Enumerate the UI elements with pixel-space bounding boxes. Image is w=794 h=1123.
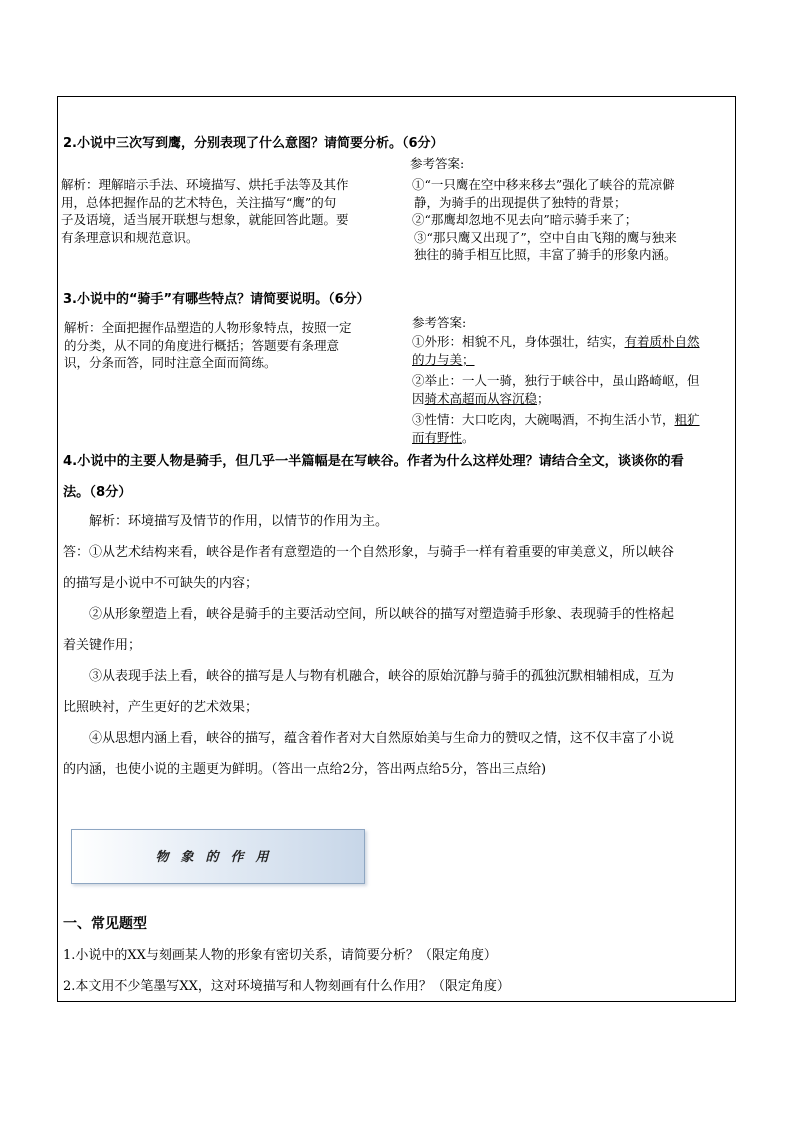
section-banner-title: 物象的作用 bbox=[155, 850, 281, 865]
q2-answer-line: ②“那鹰却忽地不见去向”暗示骑手来了； bbox=[412, 212, 638, 227]
q3-reference-label: 参考答案: bbox=[412, 315, 467, 330]
q3-answer-underlined: 有着质朴自然 bbox=[624, 334, 700, 349]
q3-answer-line bbox=[412, 390, 700, 408]
q4-answer-line: 的内涵，也使小说的主题更为鲜明。（答出一点给2分，答出两点给5分，答出三点给) bbox=[63, 762, 547, 777]
q2-answer-line: 独往的骑手相互比照，丰富了骑手的形象内涵。 bbox=[414, 247, 677, 262]
question-type-item: 2.本文用不少笔墨写XX，这对环境描写和人物刻画有什么作用？（限定角度） bbox=[63, 979, 510, 994]
q4-answer-line: ②从形象塑造上看，峡谷是骑手的主要活动空间，所以峡谷的描写对塑造骑手形象、表现骑手的性格起 bbox=[89, 607, 675, 622]
question-2: 2.小说中三次写到鹰，分别表现了什么意图？请简要分析。（6分） bbox=[63, 136, 444, 151]
q3-answer-underlined: 而有野性 bbox=[412, 429, 463, 445]
q3-answer-text: ③性情：大口吃肉，大碗喝酒，不拘生活小节， bbox=[412, 412, 675, 427]
q3-analysis-line: 的分类，从不同的角度进行概括；答题要有条理意 bbox=[64, 337, 340, 353]
q2-analysis bbox=[61, 176, 349, 246]
q4-body bbox=[63, 506, 674, 785]
q4-answer-line: ④从思想内涵上看，峡谷的描写，蕴含着作者对大自然原始美与生命力的赞叹之情，这不仅丰富了小说 bbox=[89, 731, 675, 746]
q3-answer-line: ②举止：一人一骑，独行于峡谷中，虽山路崎岖，但 bbox=[412, 373, 700, 388]
q3-answer-line bbox=[412, 351, 700, 369]
q2-analysis-line: 用，总体把握作品的艺术特色，关注描写“鹰”的句 bbox=[61, 194, 337, 210]
q2-analysis-line: 子及语境，适当展开联想与想象，就能回答此题。要 bbox=[61, 212, 349, 227]
q4-answer-line: 的描写是小说中不可缺失的内容； bbox=[63, 576, 259, 591]
q2-analysis-line: 有条理意识和规范意识。 bbox=[61, 229, 199, 245]
q3-answer-underlined: 粗犷 bbox=[674, 412, 700, 427]
q4-answer-line: 比照映衬，产生更好的艺术效果； bbox=[63, 700, 259, 715]
q3-answer-line bbox=[412, 429, 700, 447]
q2-answer-line: ③“那只鹰又出现了”，空中自由飞翔的鹰与独来 bbox=[414, 229, 677, 245]
section-heading: 一、常见题型 bbox=[63, 916, 147, 932]
q3-answer-line bbox=[412, 333, 700, 351]
q3-answers bbox=[412, 333, 700, 446]
q3-answer-text: ； bbox=[537, 390, 550, 406]
q2-reference-label: 参考答案: bbox=[410, 156, 465, 171]
q4-answer-line: 着关键作用； bbox=[63, 638, 142, 653]
question-3: 3.小说中的“骑手”有哪些特点？请简要说明。（6分） bbox=[63, 292, 370, 307]
q3-answer-underlined: 的力与美； bbox=[412, 351, 475, 367]
q2-analysis-line: 解析：理解暗示手法、环境描写、烘托手法等及其作 bbox=[61, 177, 349, 192]
q3-analysis bbox=[64, 319, 352, 372]
q3-answer-text: 。 bbox=[462, 429, 475, 445]
q3-answer-text: 因 bbox=[412, 390, 425, 406]
q3-answer-underlined: 骑术高超而从容沉稳 bbox=[424, 390, 538, 406]
q2-answer-line: 静，为骑手的出现提供了独特的背景； bbox=[414, 194, 627, 210]
section-items bbox=[63, 940, 510, 1002]
q4-answer-line: 答：①从艺术结构来看，峡谷是作者有意塑造的一个自然形象，与骑手一样有着重要的审美意义，所以峡谷 bbox=[63, 545, 675, 560]
q2-answers bbox=[412, 176, 677, 264]
question-4-line: 4.小说中的主要人物是骑手，但几乎一半篇幅是在写峡谷。作者为什么这样处理？请结合全文，谈谈你的看 bbox=[63, 454, 684, 469]
q2-answer-line: ①“一只鹰在空中移来移去”强化了峡谷的荒凉僻 bbox=[412, 177, 675, 192]
q3-answer-text: ①外形：相貌不凡，身体强壮，结实， bbox=[412, 334, 625, 349]
question-4-line: 法。（8分） bbox=[63, 485, 132, 500]
q4-analysis: 解析：环境描写及情节的作用，以情节的作用为主。 bbox=[89, 514, 389, 529]
q3-analysis-line: 识，分条而答，同时注意全面而简练。 bbox=[64, 355, 277, 370]
q3-answer-line bbox=[412, 411, 700, 429]
question-4 bbox=[63, 446, 684, 508]
question-type-item: 1.小说中的XX与刻画某人物的形象有密切关系，请简要分析？（限定角度） bbox=[63, 948, 497, 963]
q4-answer-line: ③从表现手法上看，峡谷的描写是人与物有机融合，峡谷的原始沉静与骑手的孤独沉默相辅相成，互为 bbox=[89, 669, 675, 684]
q3-analysis-line: 解析：全面把握作品塑造的人物形象特点，按照一定 bbox=[64, 320, 352, 335]
section-banner bbox=[71, 829, 365, 884]
